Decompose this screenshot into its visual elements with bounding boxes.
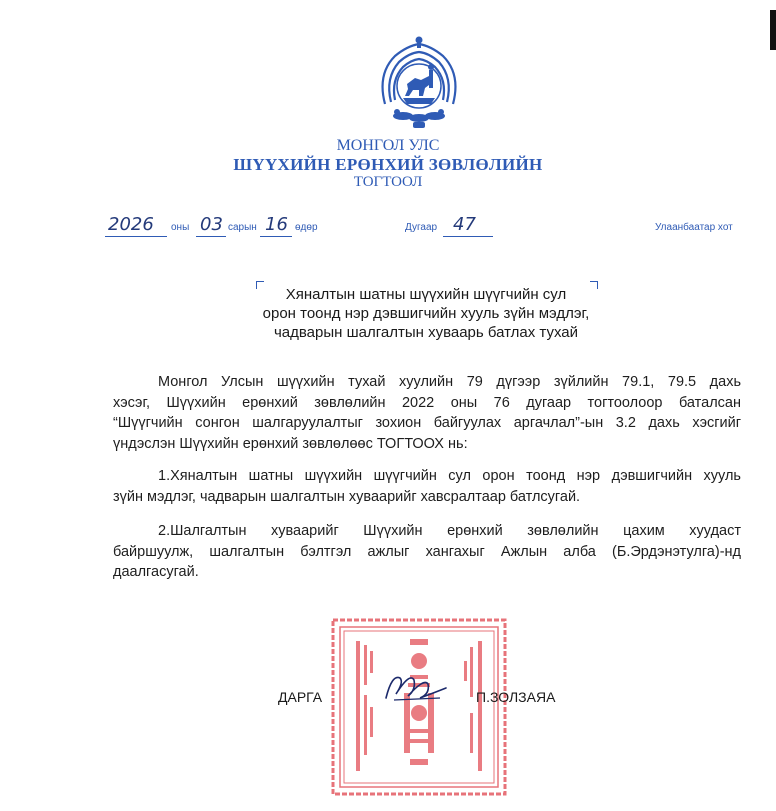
paragraph-item-2 <box>113 521 741 583</box>
day-label: өдөр <box>295 222 318 233</box>
text-line: үндэслэн Шүүхийн ерөнхий зөвлөлөөс ТОГТООХ нь: <box>113 435 468 452</box>
signatory-position: ДАРГА <box>278 689 323 705</box>
text-line: хэсэг, Шүүхийн ерөнхий зөвлөлийн 2022 оны 76 дугаар тогтоолоор баталсан <box>113 394 741 411</box>
number-label: Дугаар <box>405 222 438 233</box>
council-name: ШҮҮХИЙН ЕРӨНХИЙ ЗӨВЛӨЛИЙН <box>233 155 543 174</box>
paragraph-item-1 <box>113 466 741 507</box>
date-line <box>105 214 745 238</box>
text-line: 1.Хяналтын шатны шүүхийн шүүгчийн сул орон тоонд нэр дэвшигчийн хууль <box>158 468 741 484</box>
paragraph-preamble <box>113 372 741 454</box>
date-year: 2026 <box>108 214 154 235</box>
year-label: оны <box>171 222 190 233</box>
document-type: ТОГТООЛ <box>353 174 423 190</box>
date-day: 16 <box>265 214 288 235</box>
text-line: “Шүүгчийн сонгон шалгаруулалтыг зохион байгуулах аргачлал”-ын 3.2 дахь хэсгийг <box>113 415 741 431</box>
signatory-name: П.ЗОЛЗАЯА <box>476 689 556 705</box>
title-line: чадварын шалгалтын хуваарь батлах тухай <box>273 324 579 341</box>
title-line: орон тоонд нэр дэвшигчийн хууль зүйн мэдлэг, <box>262 305 590 322</box>
title-line: Хяналтын шатны шүүхийн шүүгчийн сул <box>285 286 567 303</box>
state-emblem-icon <box>373 34 465 134</box>
page-edge-mark <box>770 10 776 50</box>
date-month: 03 <box>200 214 223 235</box>
month-label: сарын <box>228 222 257 233</box>
country-name: МОНГОЛ УЛС <box>336 137 440 154</box>
handwritten-signature <box>380 668 450 708</box>
text-line: даалгасугай. <box>113 564 199 580</box>
text-line: Монгол Улсын шүүхийн тухай хуулийн 79 дүгээр зүйлийн 79.1, 79.5 дахь <box>158 374 741 390</box>
text-line: 2.Шалгалтын хуваарийг Шүүхийн ерөнхий зөвлөлийн цахим хуудаст <box>158 523 741 539</box>
decree-title <box>236 285 616 342</box>
text-line: байршуулж, шалгалтын бэлтгэл ажлыг хангахыг Ажлын алба (Б.Эрдэнэтулга)-нд <box>113 543 741 560</box>
city: Улаанбаатар хот <box>655 222 733 233</box>
text-line: зүйн мэдлэг, чадварын шалгалтын хуваарийг хавсралтаар батлсугай. <box>113 488 581 505</box>
decree-number: 47 <box>453 214 476 235</box>
